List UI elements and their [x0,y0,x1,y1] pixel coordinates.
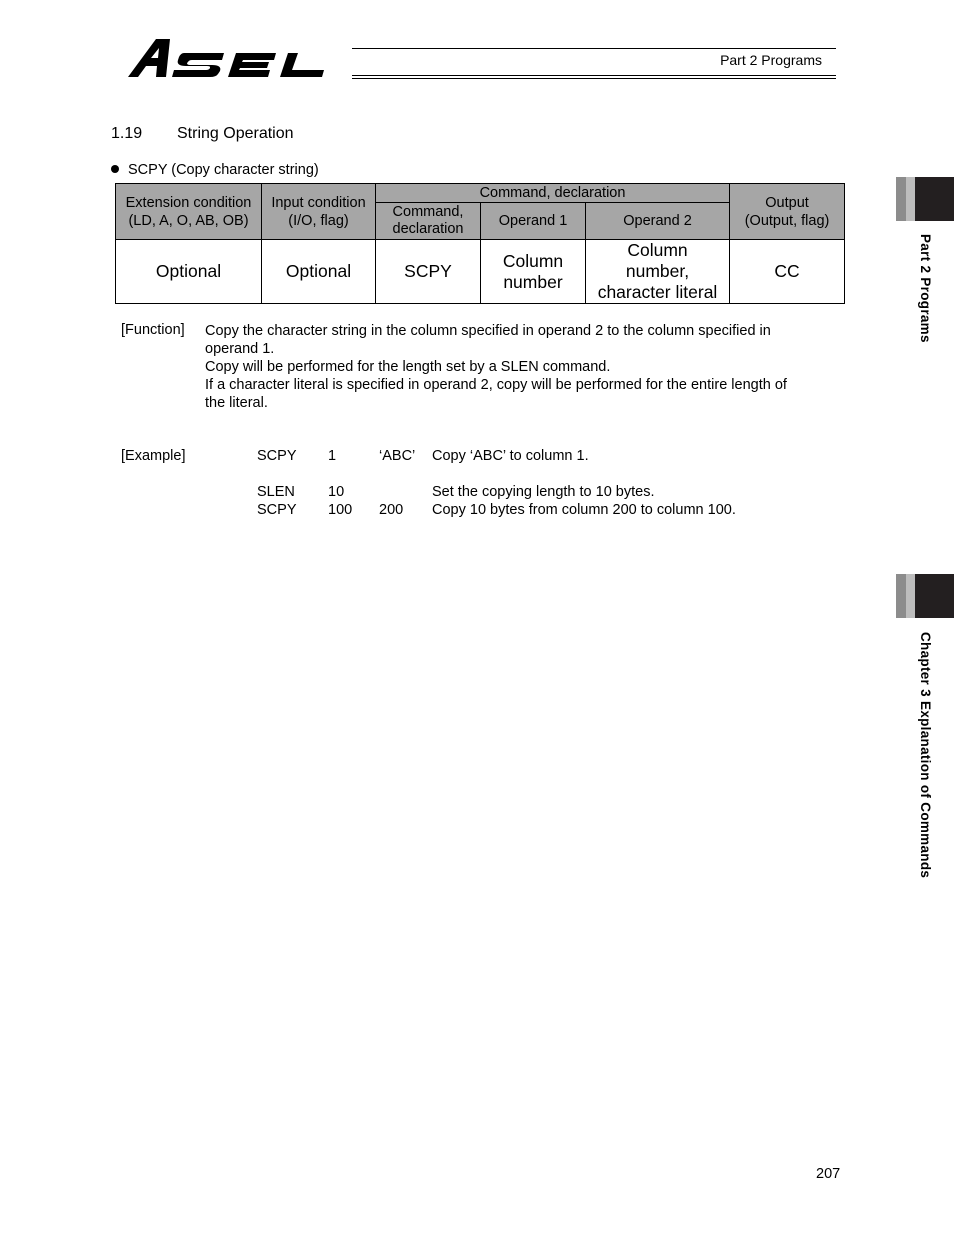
function-line: operand 1. [205,341,275,357]
example-cmd: SCPY [257,502,297,518]
example-cmd: SLEN [257,484,295,500]
cell-operand-2: Column number, character literal [586,240,730,304]
header-input-condition: Input condition (I/O, flag) [262,184,376,240]
cell-extension-condition: Optional [116,240,262,304]
section-number: 1.19 [111,125,143,142]
header-operand-2: Operand 2 [586,203,730,240]
function-label: [Function] [121,322,185,338]
bullet-icon [111,165,119,173]
example-op2: ‘ABC’ [379,448,416,464]
asel-logo [126,36,351,80]
page-number: 207 [816,1166,841,1182]
cell-input-condition: Optional [262,240,376,304]
header-extension-condition: Extension condition (LD, A, O, AB, OB) [116,184,262,240]
section-heading [111,125,294,143]
command-bullet [111,162,319,178]
section-title: String Operation [177,125,294,142]
header-rule-top [352,48,836,49]
command-spec-table [115,183,845,304]
side-tab-upper-marker [896,177,954,221]
cell-command: SCPY [376,240,481,304]
example-op1: 10 [328,484,345,500]
header-rule-bottom [352,75,836,76]
side-tab-lower-marker [896,574,954,618]
header-operand-1: Operand 1 [481,203,586,240]
example-op2: 200 [379,502,404,518]
function-description [205,322,837,412]
function-line: If a character literal is specified in operand 2, copy will be performed for the entire length of [205,377,787,393]
example-comment: Copy 10 bytes from column 200 to column 100. [432,502,736,518]
side-tab-part-label: Part 2 Programs [918,234,933,343]
function-line: Copy will be performed for the length set by a SLEN command. [205,359,611,375]
header-part-label: Part 2 Programs [720,52,822,68]
command-bullet-text: SCPY (Copy character string) [128,162,319,178]
side-tab-chapter-label: Chapter 3 Explanation of Commands [918,632,933,879]
cell-operand-1: Column number [481,240,586,304]
example-label: [Example] [121,448,186,464]
header-command-declaration: Command, declaration [376,203,481,240]
example-comment: Copy ‘ABC’ to column 1. [432,448,589,464]
example-cmd: SCPY [257,448,297,464]
function-line: the literal. [205,395,268,411]
header-command-group: Command, declaration [376,184,730,203]
header-rule-bottom-thin [352,78,836,79]
function-line: Copy the character string in the column specified in operand 2 to the column specified in [205,323,771,339]
example-comment: Set the copying length to 10 bytes. [432,484,655,500]
example-op1: 100 [328,502,353,518]
example-op1: 1 [328,448,337,464]
header-output: Output (Output, flag) [730,184,845,240]
cell-output: CC [730,240,845,304]
